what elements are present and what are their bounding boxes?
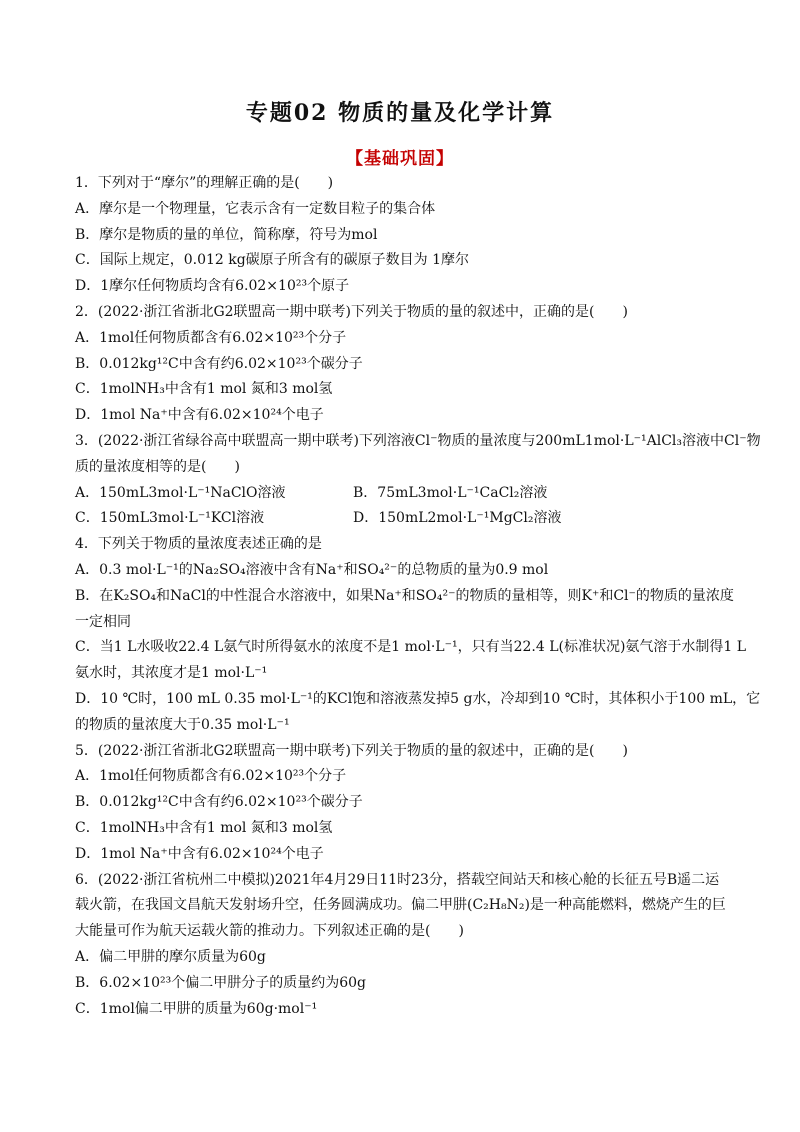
text-line: 2．(2022·浙江省浙北G2联盟高一期中联考)下列关于物质的量的叙述中，正确的是( ): [75, 303, 628, 320]
text-line: 6．(2022·浙江省杭州二中模拟)2021年4月29日11时23分，搭载空间站天和核心舱的长征五号B遥二运: [75, 871, 720, 888]
text-line: C．1molNH₃中含有1 mol 氮和3 mol氢: [75, 819, 333, 836]
text-line: C．国际上规定，0.012 kg碳原子所含有的碳原子数目为 1摩尔: [75, 252, 470, 269]
text-line: 3．(2022·浙江省绿谷高中联盟高一期中联考)下列溶液Cl⁻物质的量浓度与200mL1mol·L⁻¹AlCl₃溶液中Cl⁻物: [75, 432, 761, 449]
section-heading: 【基础巩固】: [346, 149, 454, 169]
text-line: D．1摩尔任何物质均含有6.02×10²³个原子: [75, 278, 350, 295]
option-c: C．150mL3mol·L⁻¹KCl溶液: [75, 510, 265, 527]
option-row: [75, 481, 735, 507]
text-line: B．在K₂SO₄和NaCl的中性混合水溶液中，如果Na⁺和SO₄²⁻的物质的量相等，则K⁺和Cl⁻的物质的量浓度: [75, 587, 734, 604]
text-line: 氨水时，其浓度才是1 mol·L⁻¹: [75, 665, 268, 682]
text-line: A．偏二甲肼的摩尔质量为60g: [75, 948, 266, 965]
text-line: C．1molNH₃中含有1 mol 氮和3 mol氢: [75, 381, 333, 398]
text-line: 一定相同: [75, 613, 131, 630]
text-line: B．摩尔是物质的量的单位，简称摩，符号为mol: [75, 226, 378, 243]
text-line: C．当1 L水吸收22.4 L氨气时所得氨水的浓度不是1 mol·L⁻¹，只有当22.4 L(标准状况)氨气溶于水制得1 L: [75, 639, 747, 656]
option-a: A．150mL3mol·L⁻¹NaClO溶液: [75, 484, 286, 501]
text-line: 4．下列关于物质的量浓度表述正确的是: [75, 536, 322, 553]
text-line: B．0.012kg¹²C中含有约6.02×10²³个碳分子: [75, 355, 363, 372]
text-line: A．摩尔是一个物理量，它表示含有一定数目粒子的集合体: [75, 200, 436, 217]
page-title: 专题02 物质的量及化学计算: [245, 100, 555, 126]
text-line: D．1mol Na⁺中含有6.02×10²⁴个电子: [75, 845, 324, 862]
question-content: [75, 171, 761, 1022]
text-line: 的物质的量浓度大于0.35 mol·L⁻¹: [75, 716, 290, 733]
option-row: [75, 506, 735, 532]
text-line: D．1mol Na⁺中含有6.02×10²⁴个电子: [75, 407, 324, 424]
text-line: 载火箭，在我国文昌航天发射场升空，任务圆满成功。偏二甲肼(C₂H₈N₂)是一种高能燃料，燃烧产生的巨: [75, 897, 726, 914]
text-line: 质的量浓度相等的是( ): [75, 458, 240, 475]
option-d: D．150mL2mol·L⁻¹MgCl₂溶液: [353, 510, 562, 527]
option-b: B．75mL3mol·L⁻¹CaCl₂溶液: [353, 484, 548, 501]
text-line: D．10 ℃时，100 mL 0.35 mol·L⁻¹的KCl饱和溶液蒸发掉5 g水，冷却到10 ℃时，其体积小于100 mL，它: [75, 690, 761, 707]
text-line: 大能量可作为航天运载火箭的推动力。下列叙述正确的是( ): [75, 923, 464, 940]
text-line: B．6.02×10²³个偏二甲肼分子的质量约为60g: [75, 974, 367, 991]
text-line: 1．下列对于“摩尔”的理解正确的是( ): [75, 175, 334, 191]
text-line: A．1mol任何物质都含有6.02×10²³个分子: [75, 329, 347, 346]
text-line: B．0.012kg¹²C中含有约6.02×10²³个碳分子: [75, 794, 363, 811]
text-line: A．0.3 mol·L⁻¹的Na₂SO₄溶液中含有Na⁺和SO₄²⁻的总物质的量为0.9 mol: [75, 561, 549, 578]
text-line: 5．(2022·浙江省浙北G2联盟高一期中联考)下列关于物质的量的叙述中，正确的是( ): [75, 742, 628, 759]
text-line: C．1mol偏二甲肼的质量为60g·mol⁻¹: [75, 1000, 318, 1017]
text-line: A．1mol任何物质都含有6.02×10²³个分子: [75, 768, 347, 785]
